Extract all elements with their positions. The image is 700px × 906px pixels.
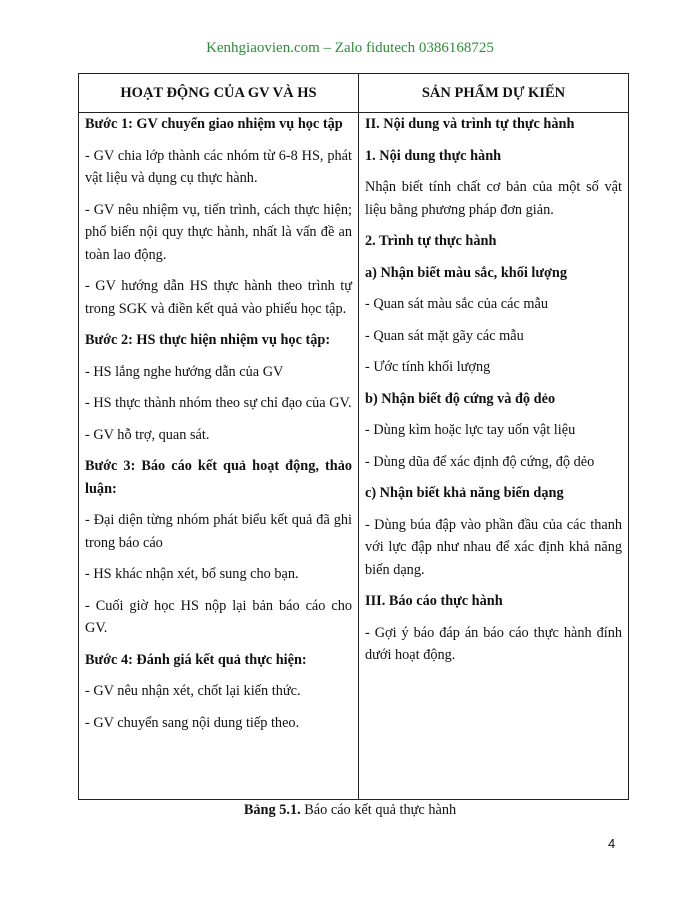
paragraph: - GV chuyển sang nội dung tiếp theo. <box>85 714 300 731</box>
section-heading: c) Nhận biết khả năng biến dạng <box>365 485 564 501</box>
paragraph: - GV chia lớp thành các nhóm từ 6-8 HS, phát vật liệu và dụng cụ thực hành. <box>85 147 352 186</box>
section-heading: Bước 1: GV chuyển giao nhiệm vụ học tập <box>85 116 343 132</box>
section-heading: II. Nội dung và trình tự thực hành <box>365 116 575 132</box>
paragraph: - Gợi ý báo đáp án báo cáo thực hành đính dưới hoạt động. <box>365 624 622 663</box>
section-heading: Bước 3: Báo cáo kết quả hoạt động, thảo luận: <box>85 458 352 497</box>
paragraph: Nhận biết tính chất cơ bản của một số vật liệu bằng phương pháp đơn giản. <box>365 179 622 218</box>
paragraph: - Đại diện từng nhóm phát biểu kết quả đã ghi trong báo cáo <box>85 512 352 551</box>
paragraph: - Quan sát màu sắc của các mẫu <box>365 296 548 312</box>
paragraph: - HS thực thành nhóm theo sự chỉ đạo của GV. <box>85 395 352 411</box>
page-header: Kenhgiaovien.com – Zalo fidutech 0386168725 <box>206 40 494 56</box>
column-header-activities: HOẠT ĐỘNG CỦA GV VÀ HS <box>79 74 359 113</box>
table-header-row <box>79 74 629 113</box>
paragraph: - GV hỗ trợ, quan sát. <box>85 426 210 443</box>
paragraph: - GV nêu nhiệm vụ, tiến trình, cách thực hiện; phổ biến nội quy thực hành, nhất là vấn đề an toàn lao động. <box>85 201 352 263</box>
paragraph: - Dùng dũa để xác định độ cứng, độ dẻo <box>365 453 595 470</box>
section-heading: Bước 2: HS thực hiện nhiệm vụ học tập: <box>85 332 331 348</box>
activity-table <box>78 73 629 800</box>
section-heading: b) Nhận biết độ cứng và độ dẻo <box>365 390 556 407</box>
section-heading: 2. Trình tự thực hành <box>365 233 497 249</box>
products-cell <box>359 113 629 800</box>
section-heading: 1. Nội dung thực hành <box>365 147 502 164</box>
paragraph: - Cuối giờ học HS nộp lại bản báo cáo cho GV. <box>85 597 352 636</box>
page-number: 4 <box>608 836 616 851</box>
paragraph: - HS lắng nghe hướng dẫn của GV <box>85 363 284 380</box>
caption-label: Bảng 5.1. <box>243 802 301 818</box>
section-heading: Bước 4: Đánh giá kết quả thực hiện: <box>85 651 307 668</box>
paragraph: - GV hướng dẫn HS thực hành theo trình tự trong SGK và điền kết quả vào phiếu học tập. <box>85 278 352 317</box>
caption-text: Báo cáo kết quả thực hành <box>304 802 457 818</box>
section-heading: a) Nhận biết màu sắc, khối lượng <box>365 264 567 281</box>
section-heading: III. Báo cáo thực hành <box>365 593 503 609</box>
paragraph: - Dùng búa đập vào phần đầu của các thanh với lực đập như nhau để xác định khả năng biến dạng. <box>365 516 622 578</box>
table-caption <box>0 802 700 819</box>
activities-cell <box>79 113 359 800</box>
paragraph: - Dùng kìm hoặc lực tay uốn vật liệu <box>365 422 576 438</box>
table-body-row <box>79 113 629 800</box>
paragraph: - Ước tính khối lượng <box>365 359 491 375</box>
column-header-products: SẢN PHẨM DỰ KIẾN <box>359 74 629 113</box>
paragraph: - Quan sát mặt gãy các mẫu <box>365 327 524 344</box>
paragraph: - HS khác nhận xét, bổ sung cho bạn. <box>85 566 299 582</box>
paragraph: - GV nêu nhận xét, chốt lại kiến thức. <box>85 683 301 699</box>
